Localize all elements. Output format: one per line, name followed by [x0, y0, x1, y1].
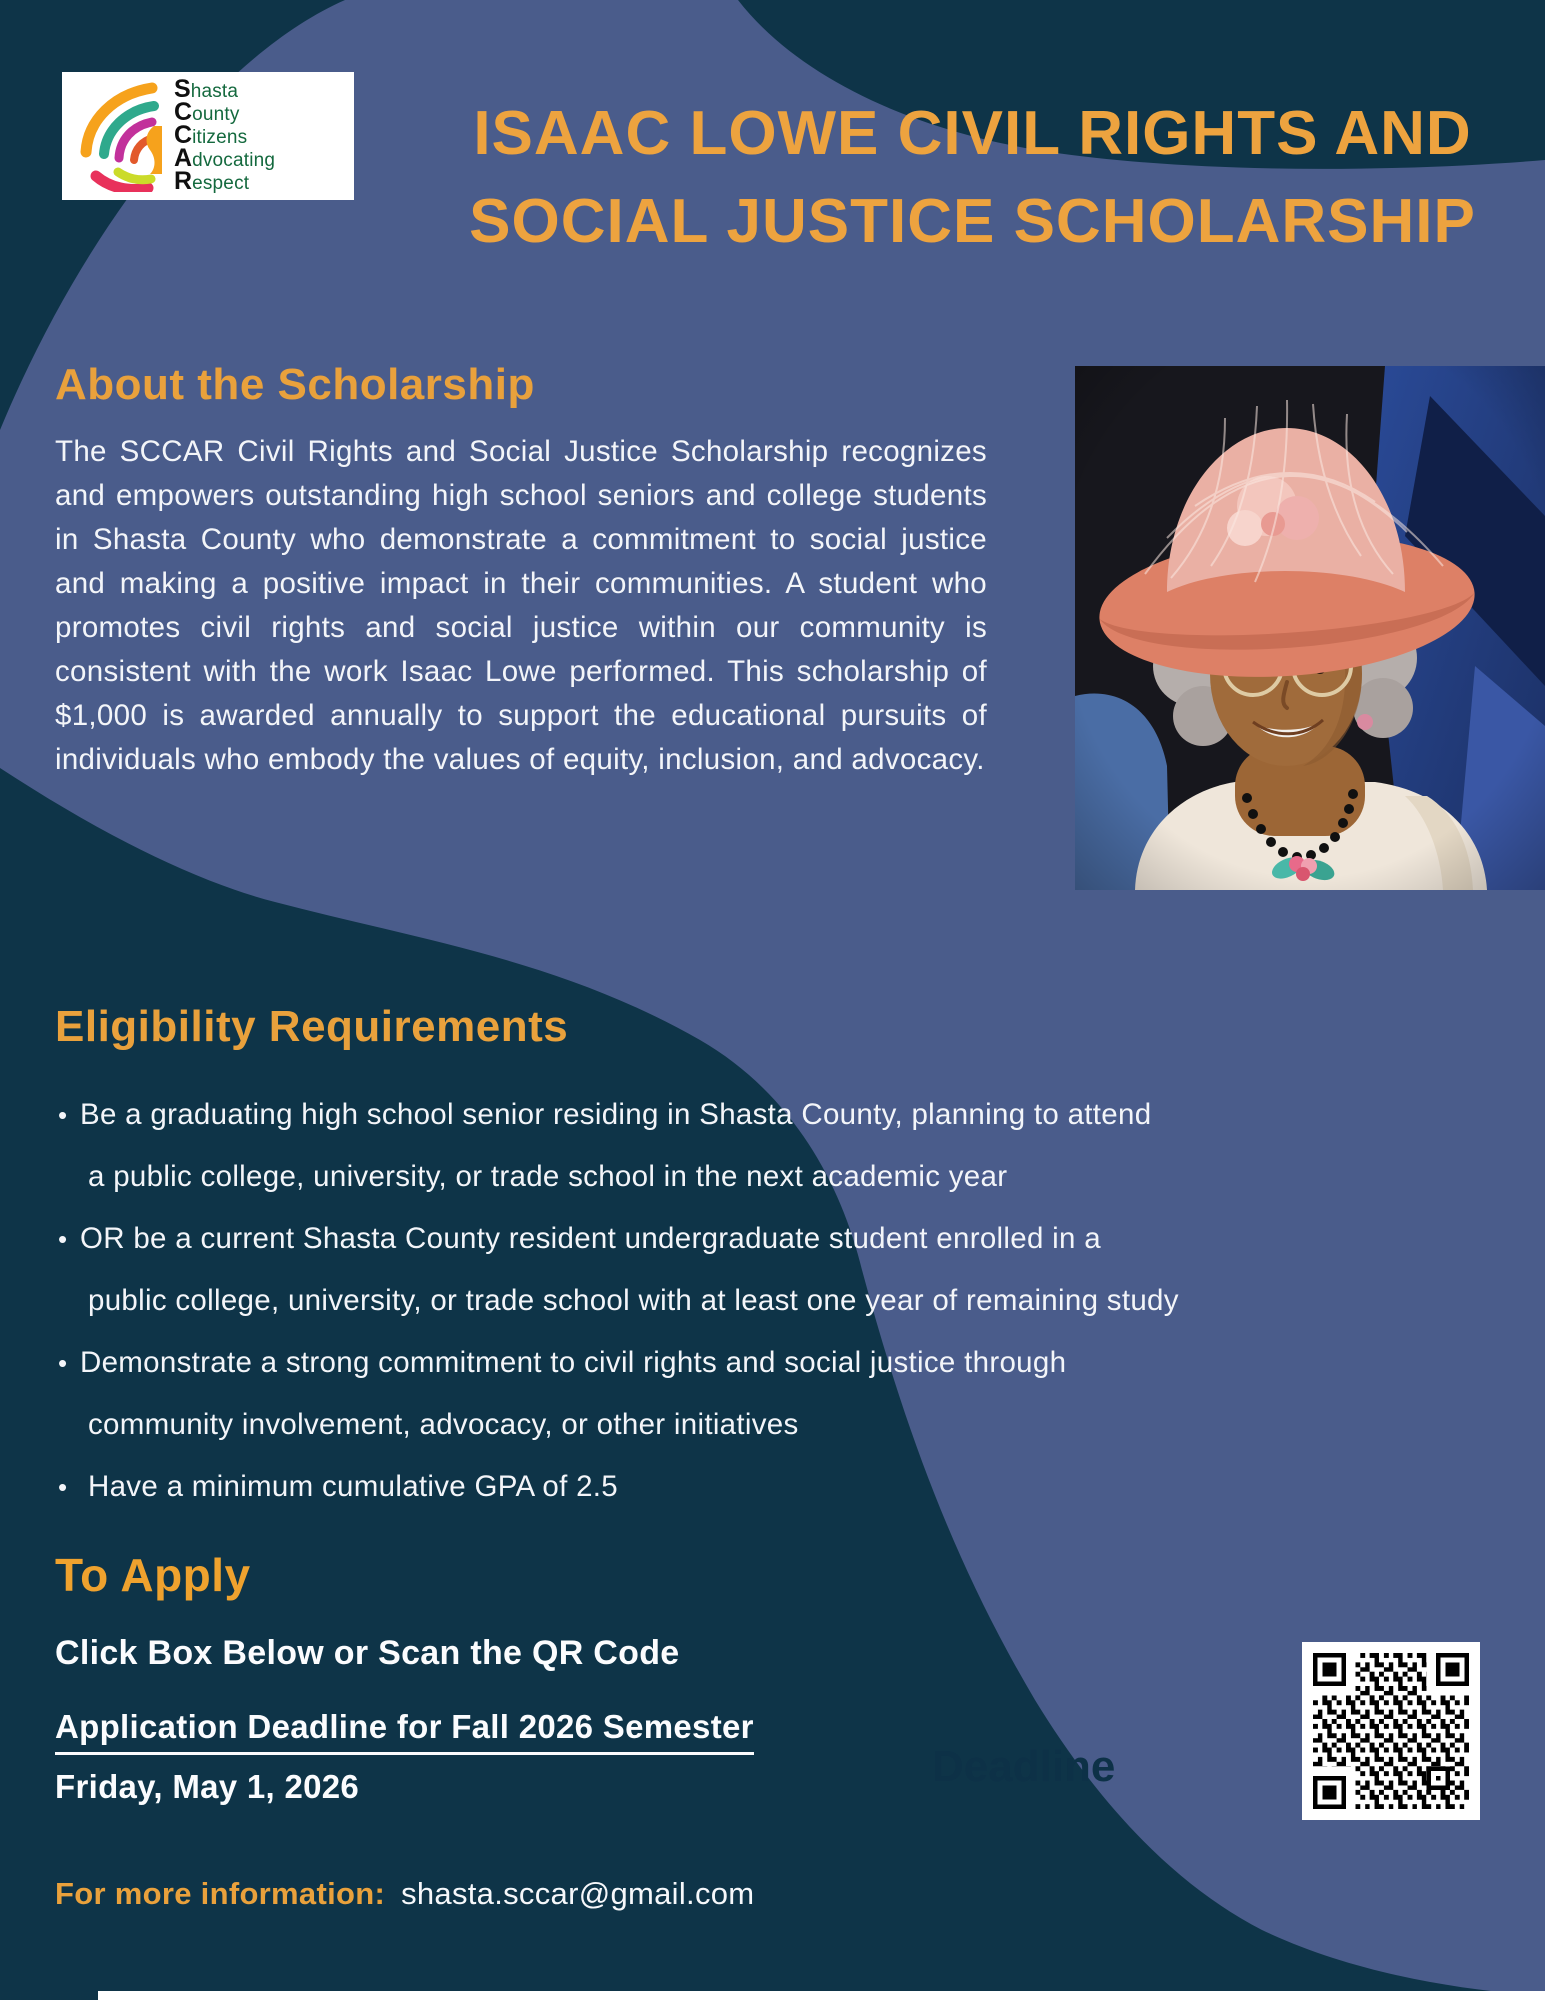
- eligibility-bullet: • Be a graduating high school senior residing in Shasta County, planning to attend: [58, 1098, 1152, 1131]
- logo-line: County: [174, 97, 240, 126]
- bottom-white-strip: [98, 1991, 1545, 2000]
- about-heading: About the Scholarship: [55, 360, 535, 409]
- flyer-title-line1: ISAAC LOWE CIVIL RIGHTS AND: [473, 99, 1472, 168]
- application-deadline-date: Friday, May 1, 2026: [55, 1768, 360, 1805]
- about-paragraph: The SCCAR Civil Rights and Social Justice Scholarship recognizes and empowers outstanding high school seniors and college students in Shasta County who demonstrate a commitment to social justice and making a positive impact in their communities. A student who promotes civil rights and social justice within our community is consistent with the work Isaac Lowe performed. This scholarship of $1,000 is awarded annually to support the educational pursuits of individuals who embody the values of equity, inclusion, and advocacy.: [55, 435, 987, 776]
- eligibility-bullet-continued: a public college, university, or trade school in the next academic year: [88, 1160, 1008, 1193]
- bullet-icon: •: [58, 1472, 68, 1502]
- qr-code[interactable]: [1302, 1642, 1480, 1820]
- bullet-icon: •: [58, 1100, 68, 1130]
- sccar-logo-arcs-icon: [66, 80, 174, 192]
- contact-info: [55, 1876, 754, 1912]
- eligibility-bullet: • Have a minimum cumulative GPA of 2.5: [58, 1470, 618, 1503]
- eligibility-bullet: • OR be a current Shasta County resident undergraduate student enrolled in a: [58, 1222, 1101, 1255]
- contact-label: For more information:: [55, 1876, 386, 1911]
- eligibility-bullet-continued: community involvement, advocacy, or other initiatives: [88, 1408, 799, 1441]
- flyer-title-line2: SOCIAL JUSTICE SCHOLARSHIP: [469, 187, 1476, 256]
- sccar-logo: [62, 72, 354, 200]
- eligibility-bullet-continued: public college, university, or trade school with at least one year of remaining study: [88, 1284, 1179, 1317]
- bullet-icon: •: [58, 1348, 68, 1378]
- to-apply-heading: To Apply: [55, 1549, 251, 1601]
- qr-code-pattern-icon: [1313, 1653, 1469, 1809]
- sccar-logo-text: [174, 74, 346, 195]
- contact-email: shasta.sccar@gmail.com: [401, 1876, 755, 1911]
- logo-line: Citizens: [174, 120, 248, 149]
- logo-line: Advocating: [174, 143, 276, 172]
- ghost-deadline-text: Deadline: [932, 1742, 1116, 1791]
- logo-line: Shasta: [174, 74, 239, 103]
- eligibility-heading: Eligibility Requirements: [55, 1002, 569, 1051]
- bullet-icon: •: [58, 1224, 68, 1254]
- eligibility-bullet: • Demonstrate a strong commitment to civil rights and social justice through: [58, 1346, 1067, 1379]
- application-deadline-label: Application Deadline for Fall 2026 Semester: [55, 1708, 754, 1755]
- apply-instruction: Click Box Below or Scan the QR Code: [55, 1634, 680, 1672]
- eligibility-list: [55, 1098, 1385, 1532]
- portrait-photo: [1075, 366, 1545, 890]
- logo-line: Respect: [174, 166, 250, 195]
